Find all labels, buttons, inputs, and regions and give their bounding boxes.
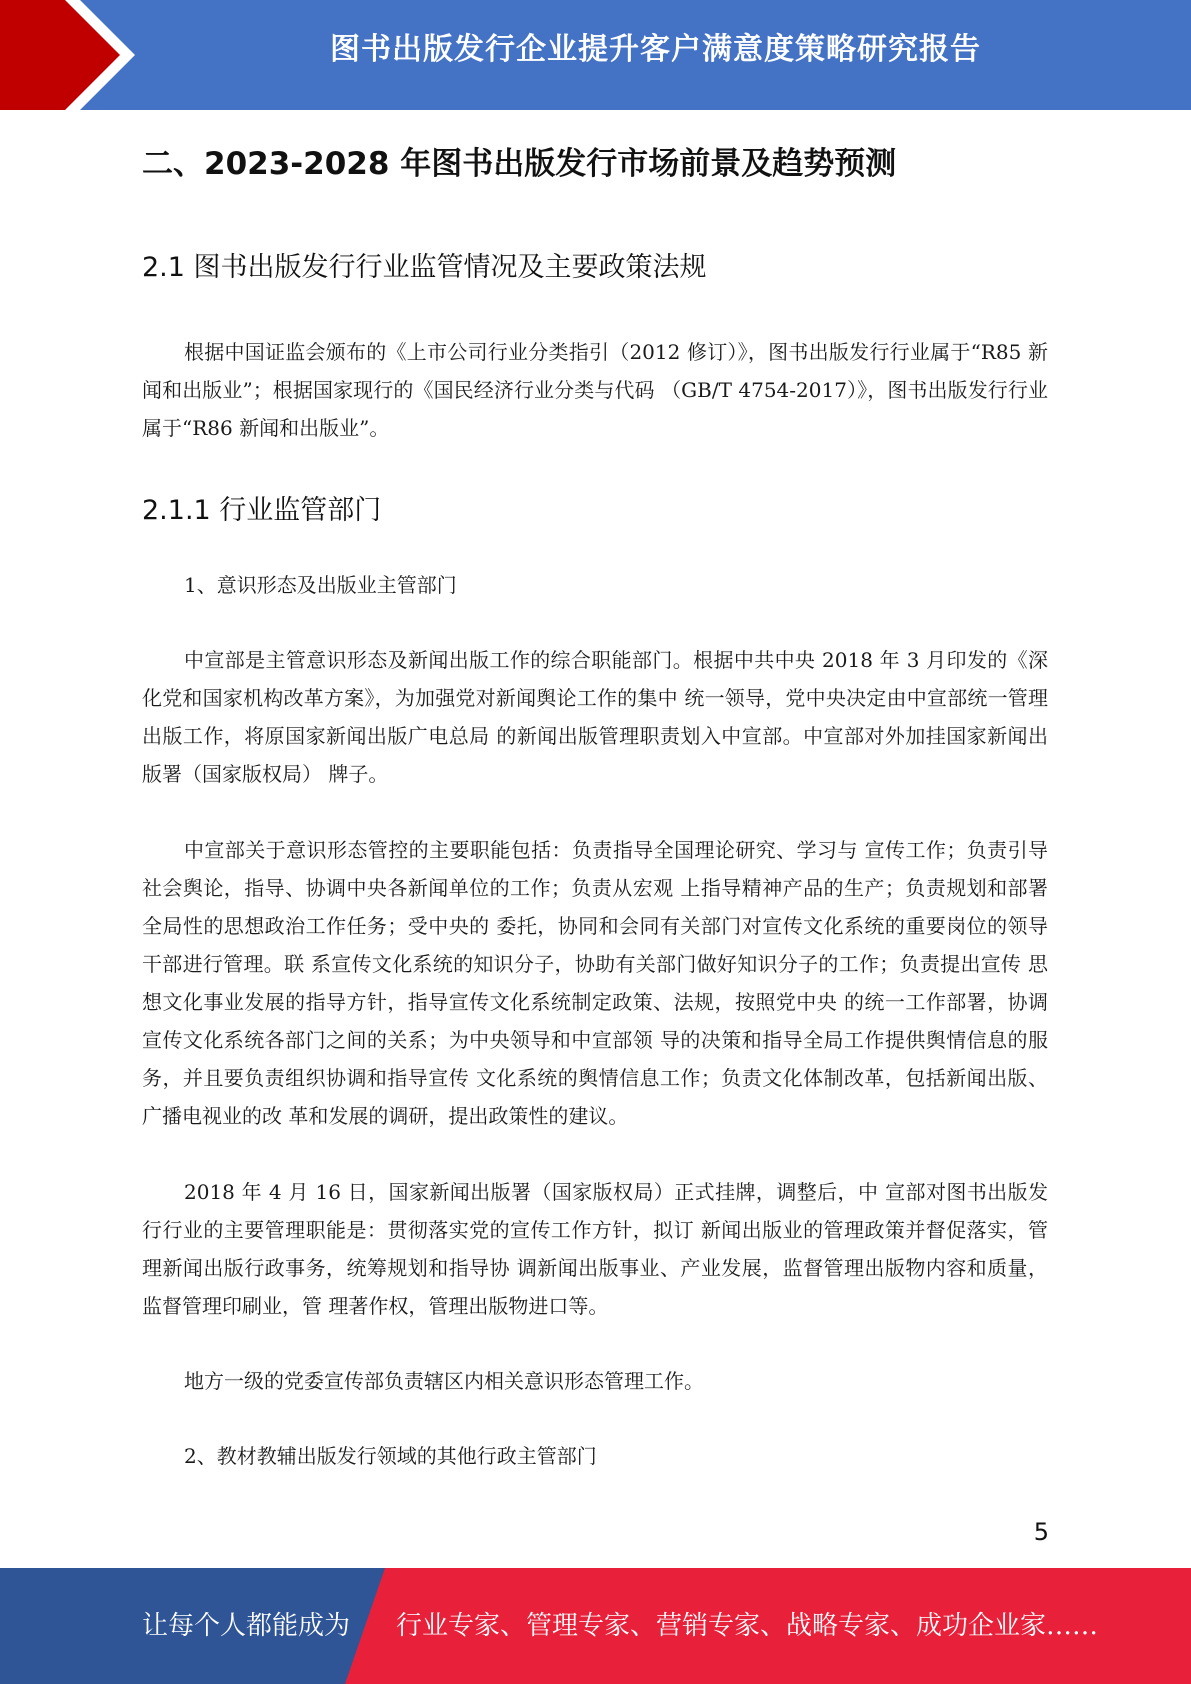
paragraph-local-departments: 地方一级的党委宣传部负责辖区内相关意识形态管理工作。 xyxy=(184,1369,704,1393)
footer-banner xyxy=(0,1568,1191,1684)
header-arrow-decoration xyxy=(0,0,160,110)
list-item-textbook-department: 2、教材教辅出版发行领域的其他行政主管部门 xyxy=(184,1444,597,1468)
page-number: 5 xyxy=(1033,1518,1049,1546)
section-heading: 二、2023-2028 年图书出版发行市场前景及趋势预测 xyxy=(142,146,897,182)
header-banner xyxy=(0,0,1191,110)
paragraph-main-functions: 中宣部关于意识形态管控的主要职能包括：负责指导全国理论研究、学习与 宣传工作；负责引导社会舆论，指导、协调中央各新闻单位的工作；负责从宏观 上指导精神产品的生产；负责规划和部署全局性的思想政治工作任务；受中央的 委托，协同和会同有关部门对宣传文化系统的重要岗位的领导干部进行管理。联 系宣传文化系统的知识分子，协助有关部门做好知识分子的工作；负责提出宣传 思想文化事业发展的指导方针，指导宣传文化系统制定政策、法规，按照党中央 的统一工作部署，协调宣传文化系统各部门之间的关系；为中央领导和中宣部领 导的决策和指导全局工作提供舆情信息的服务，并且要负责组织协调和指导宣传 文化系统的舆情信息工作；负责文化体制改革，包括新闻出版、广播电视业的改 革和发展的调研，提出政策性的建议。 xyxy=(142,838,1048,1128)
paragraph-central-propaganda: 中宣部是主管意识形态及新闻出版工作的综合职能部门。根据中共中央 2018 年 3 月印发的《深化党和国家机构改革方案》，为加强党对新闻舆论工作的集中 统一领导，党中央决定由中宣部统一管理出版工作，将原国家新闻出版广电总局 的新闻出版管理职责划入中宣部。中宣部对外加挂国家新闻出版署（国家版权局） 牌子。 xyxy=(142,648,1048,786)
footer-slogan-right: 行业专家、管理专家、营销专家、战略专家、成功企业家…… xyxy=(396,1611,1099,1641)
paragraph-classification: 根据中国证监会颁布的《上市公司行业分类指引（2012 修订）》，图书出版发行行业属于“R85 新闻和出版业”；根据国家现行的《国民经济行业分类与代码 （GB/T 4754-2017）》，图书出版发行行业属于“R86 新闻和出版业”。 xyxy=(142,340,1048,440)
paragraph-administration: 2018 年 4 月 16 日，国家新闻出版署（国家版权局）正式挂牌，调整后，中 宣部对图书出版发行行业的主要管理职能是：贯彻落实党的宣传工作方针，拟订 新闻出版业的管理政策并督促落实，管理新闻出版行政事务，统筹规划和指导协 调新闻出版事业、产业发展，监督管理出版物内容和质量，监督管理印刷业，管 理著作权，管理出版物进口等。 xyxy=(142,1180,1048,1318)
subsection-heading-2-1: 2.1 图书出版发行行业监管情况及主要政策法规 xyxy=(142,252,707,283)
report-title: 图书出版发行企业提升客户满意度策略研究报告 xyxy=(330,32,981,67)
footer-slogan-left: 让每个人都能成为 xyxy=(142,1611,351,1641)
subsection-heading-2-1-1: 2.1.1 行业监管部门 xyxy=(142,495,382,526)
list-item-ideology-department: 1、意识形态及出版业主管部门 xyxy=(184,573,457,597)
